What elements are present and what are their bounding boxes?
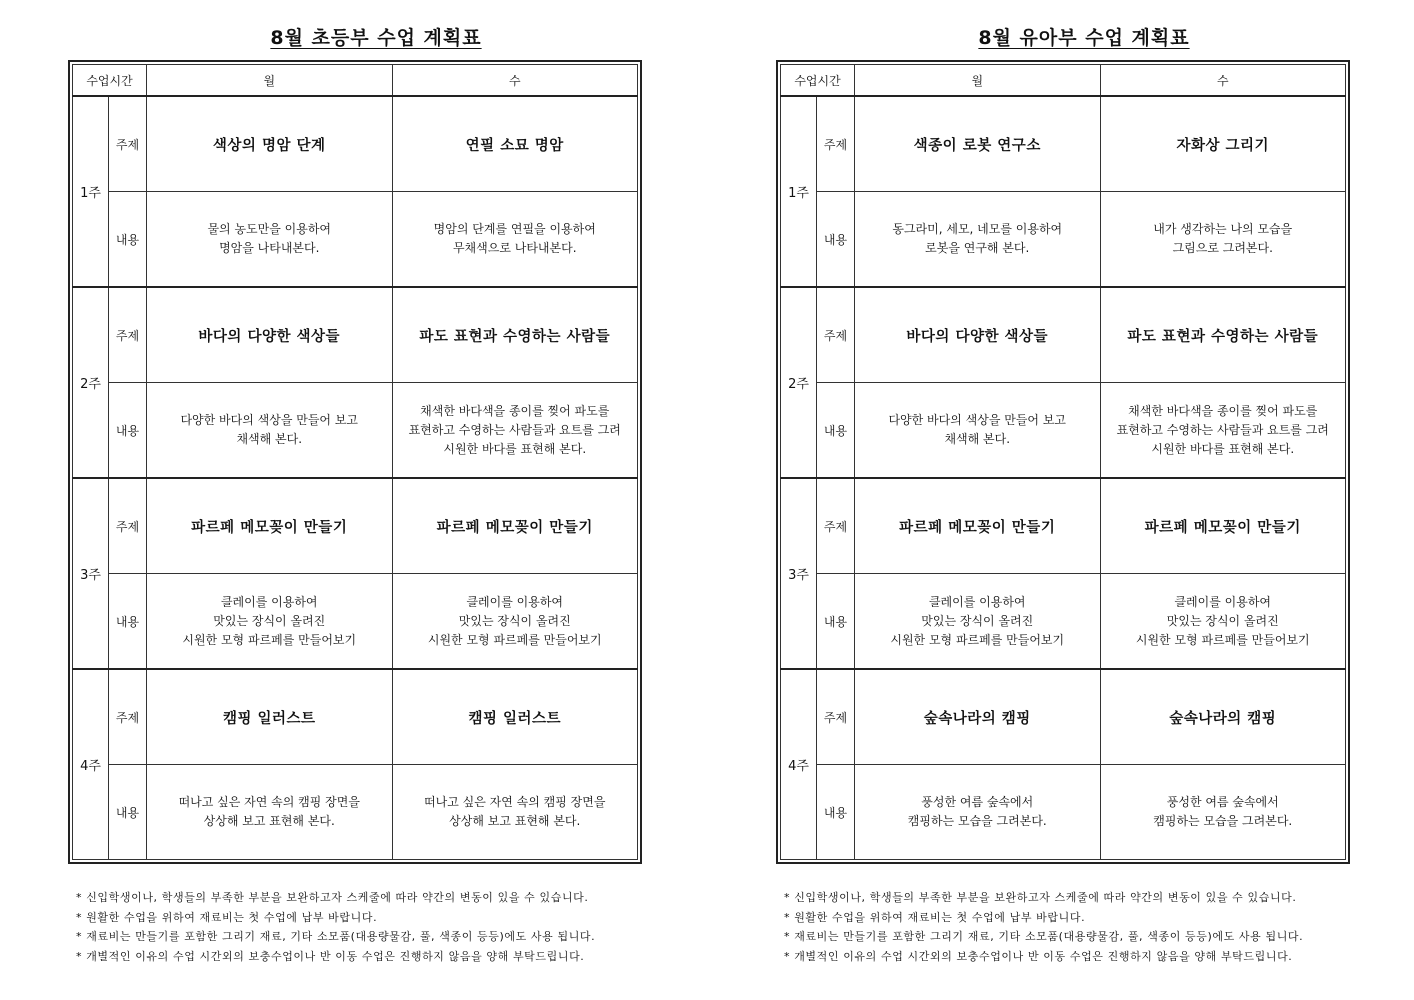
plan-table bbox=[72, 64, 638, 860]
description-line: 시원한 바다를 표현해 본다. bbox=[443, 441, 587, 456]
monday-content bbox=[855, 574, 1101, 670]
description-line: 다양한 바다의 색상을 만들어 보고 bbox=[888, 413, 1067, 427]
description-line: 채색한 바다색을 종이를 찢어 파도를 bbox=[1128, 403, 1318, 418]
topic-label: 주제 bbox=[109, 669, 147, 765]
description-line: 상상해 보고 표현해 본다. bbox=[449, 814, 581, 828]
content-label: 내용 bbox=[109, 765, 147, 860]
wednesday-topic: 숲속나라의 캠핑 bbox=[1100, 669, 1346, 765]
topic-label: 주제 bbox=[109, 478, 147, 574]
week-label: 4주 bbox=[73, 669, 109, 860]
week-label: 1주 bbox=[781, 96, 817, 287]
description-line: 맛있는 장식이 올려진 bbox=[458, 613, 571, 628]
note-item: * 개별적인 이유의 수업 시간외의 보충수업이나 반 이동 수업은 진행하지 않음을 양해 부탁드립니다. bbox=[76, 949, 585, 963]
monday-content bbox=[147, 383, 393, 479]
header-monday: 월 bbox=[147, 65, 393, 97]
content-label: 내용 bbox=[817, 574, 855, 670]
week-label: 2주 bbox=[781, 287, 817, 478]
header-monday: 월 bbox=[855, 65, 1101, 97]
wednesday-topic: 캠핑 일러스트 bbox=[392, 669, 638, 765]
monday-topic: 숲속나라의 캠핑 bbox=[855, 669, 1101, 765]
notes-list bbox=[784, 888, 1404, 966]
description-line: 상상해 보고 표현해 본다. bbox=[203, 814, 335, 828]
content-label: 내용 bbox=[109, 192, 147, 288]
content-row bbox=[781, 765, 1346, 860]
header-wednesday: 수 bbox=[1100, 65, 1346, 97]
monday-content bbox=[855, 383, 1101, 479]
description-line: 캠핑하는 모습을 그려본다. bbox=[1153, 814, 1293, 828]
note-item: * 신입학생이나, 학생들의 부족한 부분을 보완하고자 스케줄에 따라 약간의 변동이 있을 수 있습니다. bbox=[76, 891, 589, 904]
wednesday-topic: 파도 표현과 수영하는 사람들 bbox=[392, 287, 638, 383]
note-item: * 신입학생이나, 학생들의 부족한 부분을 보완하고자 스케줄에 따라 약간의 변동이 있을 수 있습니다. bbox=[784, 891, 1297, 904]
monday-topic: 파르페 메모꽂이 만들기 bbox=[855, 478, 1101, 574]
description-line: 떠나고 싶은 자연 속의 캠핑 장면을 bbox=[424, 795, 606, 809]
description-line: 맛있는 장식이 올려진 bbox=[213, 613, 326, 628]
topic-row bbox=[73, 96, 638, 192]
wednesday-content bbox=[1100, 383, 1346, 479]
topic-row bbox=[781, 96, 1346, 192]
description-line: 풍성한 여름 숲속에서 bbox=[921, 795, 1034, 809]
description-line: 명암의 단계를 연필을 이용하여 bbox=[433, 222, 596, 236]
monday-topic: 색종이 로봇 연구소 bbox=[855, 96, 1101, 192]
topic-row bbox=[781, 669, 1346, 765]
description-line: 맛있는 장식이 올려진 bbox=[1166, 613, 1279, 628]
monday-topic: 캠핑 일러스트 bbox=[147, 669, 393, 765]
description-line: 풍성한 여름 숲속에서 bbox=[1166, 795, 1279, 809]
description-line: 다양한 바다의 색상을 만들어 보고 bbox=[180, 413, 359, 427]
wednesday-topic: 파르페 메모꽂이 만들기 bbox=[392, 478, 638, 574]
description-line: 클레이를 이용하여 bbox=[466, 594, 564, 609]
description-line: 채색해 본다. bbox=[236, 432, 303, 446]
description-line: 물의 농도만을 이용하여 bbox=[207, 222, 332, 236]
week-label: 3주 bbox=[781, 478, 817, 669]
description-line: 시원한 모형 파르페를 만들어보기 bbox=[1135, 632, 1310, 647]
wednesday-content bbox=[1100, 765, 1346, 860]
content-row bbox=[781, 574, 1346, 670]
description-line: 클레이를 이용하여 bbox=[220, 594, 318, 609]
description-line: 그림으로 그려본다. bbox=[1172, 241, 1273, 255]
week-label: 3주 bbox=[73, 478, 109, 669]
topic-row bbox=[73, 478, 638, 574]
topic-label: 주제 bbox=[817, 669, 855, 765]
monday-topic: 파르페 메모꽂이 만들기 bbox=[147, 478, 393, 574]
description-line: 시원한 모형 파르페를 만들어보기 bbox=[427, 632, 602, 647]
description-line: 클레이를 이용하여 bbox=[1174, 594, 1272, 609]
monday-content bbox=[855, 765, 1101, 860]
topic-label: 주제 bbox=[817, 287, 855, 383]
description-line: 떠나고 싶은 자연 속의 캠핑 장면을 bbox=[178, 795, 360, 809]
content-label: 내용 bbox=[817, 192, 855, 288]
topic-row bbox=[73, 669, 638, 765]
description-line: 명암을 나타내본다. bbox=[219, 241, 320, 255]
header-wednesday: 수 bbox=[392, 65, 638, 97]
content-row bbox=[73, 192, 638, 288]
wednesday-topic: 연필 소묘 명암 bbox=[392, 96, 638, 192]
header-time: 수업시간 bbox=[781, 65, 855, 97]
wednesday-content bbox=[392, 765, 638, 860]
description-line: 시원한 모형 파르페를 만들어보기 bbox=[890, 632, 1065, 647]
note-item: * 재료비는 만들기를 포함한 그리기 재료, 기타 소모품(대용량물감, 풀, 색종이 등등)에도 사용 됩니다. bbox=[76, 930, 596, 943]
monday-content bbox=[855, 192, 1101, 288]
content-row bbox=[73, 765, 638, 860]
note-item: * 원활한 수업을 위하여 재료비는 첫 수업에 납부 바랍니다. bbox=[76, 910, 378, 924]
content-row bbox=[73, 383, 638, 479]
wednesday-topic: 파도 표현과 수영하는 사람들 bbox=[1100, 287, 1346, 383]
topic-row bbox=[73, 287, 638, 383]
description-line: 채색한 바다색을 종이를 찢어 파도를 bbox=[420, 403, 610, 418]
content-label: 내용 bbox=[109, 574, 147, 670]
notes-list bbox=[76, 888, 696, 966]
topic-label: 주제 bbox=[109, 287, 147, 383]
note-item: * 개별적인 이유의 수업 시간외의 보충수업이나 반 이동 수업은 진행하지 않음을 양해 부탁드립니다. bbox=[784, 949, 1293, 963]
topic-label: 주제 bbox=[817, 478, 855, 574]
content-row bbox=[73, 574, 638, 670]
wednesday-topic: 파르페 메모꽂이 만들기 bbox=[1100, 478, 1346, 574]
content-label: 내용 bbox=[817, 383, 855, 479]
description-line: 내가 생각하는 나의 모습을 bbox=[1153, 222, 1293, 236]
week-label: 2주 bbox=[73, 287, 109, 478]
wednesday-content bbox=[392, 574, 638, 670]
wednesday-content bbox=[1100, 192, 1346, 288]
monday-content bbox=[147, 574, 393, 670]
topic-label: 주제 bbox=[109, 96, 147, 192]
wednesday-content bbox=[1100, 574, 1346, 670]
header-row bbox=[781, 65, 1346, 97]
description-line: 동그라미, 세모, 네모를 이용하여 bbox=[892, 222, 1063, 236]
sheet-title: 8월 유아부 수업 계획표 bbox=[978, 27, 1190, 49]
description-line: 시원한 모형 파르페를 만들어보기 bbox=[182, 632, 357, 647]
plan-table-frame bbox=[68, 60, 642, 864]
description-line: 표현하고 수영하는 사람들과 요트를 그려 bbox=[408, 422, 621, 437]
monday-topic: 바다의 다양한 색상들 bbox=[855, 287, 1101, 383]
monday-topic: 바다의 다양한 색상들 bbox=[147, 287, 393, 383]
plan-table bbox=[780, 64, 1346, 860]
topic-label: 주제 bbox=[817, 96, 855, 192]
description-line: 표현하고 수영하는 사람들과 요트를 그려 bbox=[1116, 422, 1329, 437]
description-line: 무채색으로 나타내본다. bbox=[452, 241, 577, 255]
week-label: 1주 bbox=[73, 96, 109, 287]
description-line: 시원한 바다를 표현해 본다. bbox=[1151, 441, 1295, 456]
content-label: 내용 bbox=[817, 765, 855, 860]
description-line: 로봇을 연구해 본다. bbox=[925, 241, 1030, 255]
note-item: * 재료비는 만들기를 포함한 그리기 재료, 기타 소모품(대용량물감, 풀, 색종이 등등)에도 사용 됩니다. bbox=[784, 930, 1304, 943]
wednesday-content bbox=[392, 383, 638, 479]
content-row bbox=[781, 383, 1346, 479]
sheet-title: 8월 초등부 수업 계획표 bbox=[270, 27, 482, 49]
wednesday-topic: 자화상 그리기 bbox=[1100, 96, 1346, 192]
description-line: 클레이를 이용하여 bbox=[928, 594, 1026, 609]
description-line: 채색해 본다. bbox=[944, 432, 1011, 446]
monday-topic: 색상의 명암 단계 bbox=[147, 96, 393, 192]
header-time: 수업시간 bbox=[73, 65, 147, 97]
description-line: 맛있는 장식이 올려진 bbox=[921, 613, 1034, 628]
description-line: 캠핑하는 모습을 그려본다. bbox=[907, 814, 1047, 828]
header-row bbox=[73, 65, 638, 97]
wednesday-content bbox=[392, 192, 638, 288]
monday-content bbox=[147, 192, 393, 288]
topic-row bbox=[781, 287, 1346, 383]
kindergarten-sheet bbox=[764, 0, 1404, 966]
topic-row bbox=[781, 478, 1346, 574]
monday-content bbox=[147, 765, 393, 860]
content-row bbox=[781, 192, 1346, 288]
content-label: 내용 bbox=[109, 383, 147, 479]
elementary-sheet bbox=[56, 0, 696, 966]
plan-table-frame bbox=[776, 60, 1350, 864]
week-label: 4주 bbox=[781, 669, 817, 860]
note-item: * 원활한 수업을 위하여 재료비는 첫 수업에 납부 바랍니다. bbox=[784, 910, 1086, 924]
